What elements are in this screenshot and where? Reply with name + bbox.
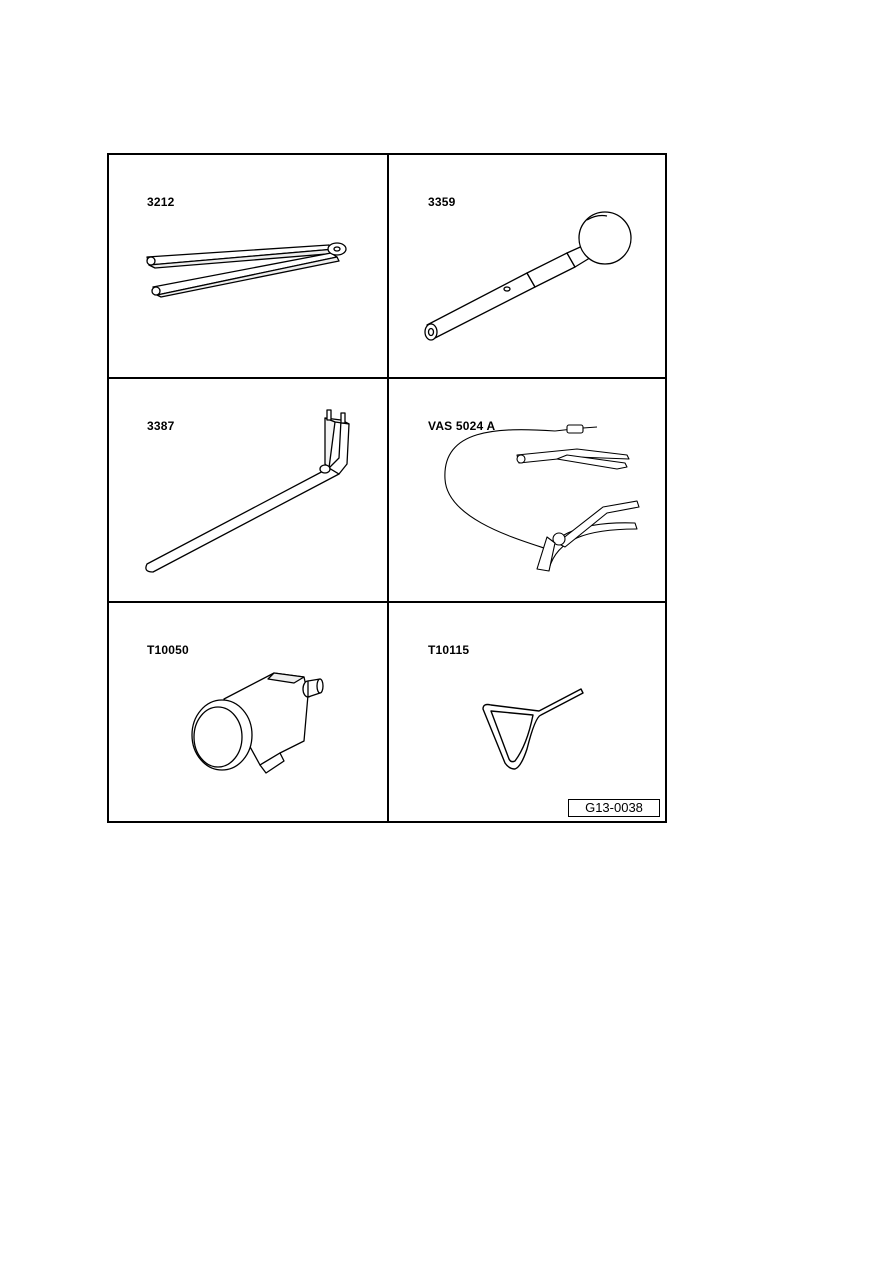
special-tools-figure	[107, 153, 667, 823]
counterhold-tool-icon	[139, 404, 369, 579]
triangle-key-icon	[479, 683, 589, 773]
tool-label: VAS 5024 A	[428, 419, 496, 433]
tool-label: 3212	[147, 195, 175, 209]
tool-label: 3387	[147, 419, 175, 433]
hose-clip-pliers-icon	[437, 419, 647, 579]
tool-cell-3359	[389, 155, 667, 378]
tool-cell-3387	[109, 379, 388, 601]
locking-pin-icon	[417, 190, 647, 350]
figure-code: G13-0038	[568, 799, 660, 817]
tool-cell-t10115	[389, 603, 667, 823]
pin-wrench-icon	[139, 235, 369, 305]
crankshaft-stop-icon	[184, 665, 334, 775]
tool-cell-3212	[109, 155, 388, 378]
tool-label: T10050	[147, 643, 189, 657]
tool-label: T10115	[428, 643, 470, 657]
tool-cell-vas-5024-a	[389, 379, 667, 601]
tool-cell-t10050	[109, 603, 388, 823]
tool-label: 3359	[428, 195, 456, 209]
